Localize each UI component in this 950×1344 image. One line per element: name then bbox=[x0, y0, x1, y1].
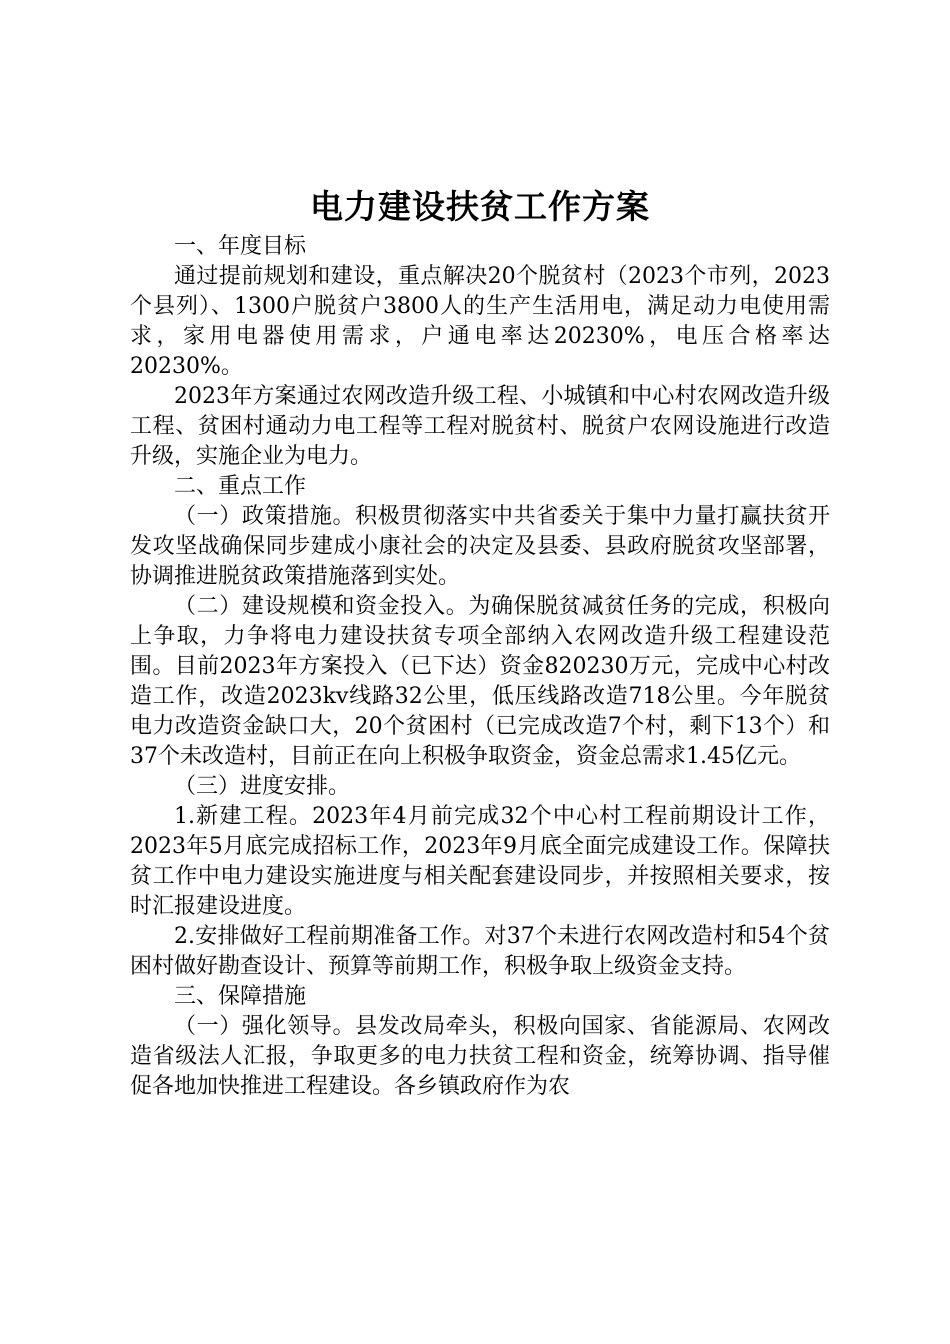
paragraph-leadership: （一）强化领导。县发改局牵头，积极向国家、省能源局、农网改造省级法人汇报，争取更多的电力扶贫工程和资金，统筹协调、指导催促各地加快推进工程建设。各乡镇政府作为农 bbox=[130, 1014, 830, 1099]
section-heading-key-work: 二、重点工作 bbox=[174, 474, 307, 499]
paragraph-scale-and-funding: （二）建设规模和资金投入。为确保脱贫减贫任务的完成，积极向上争取，力争将电力建设扶贫专项全部纳入农网改造升级工程建设范围。目前2023年方案投入（已下达）资金820230万元，完成中心村改造工作，改造2023kv线路32公里，低压线路改造718公里。今年脱贫电力改造资金缺口大，20个贫困村（已完成改造7个村，剩下13个）和37个未改造村，目前正在向上积极争取资金，资金总需求1.45亿元。 bbox=[130, 594, 830, 769]
paragraph-goals: 通过提前规划和建设，重点解决20个脱贫村（2023个市列，2023个县列）、1300户脱贫户3800人的生产生活用电，满足动力电使用需求，家用电器使用需求，户通电率达20230%，电压合格率达20230%。 bbox=[130, 264, 830, 379]
section-heading-safeguards: 三、保障措施 bbox=[174, 984, 307, 1009]
document-page bbox=[130, 182, 830, 1102]
document-title: 电力建设扶贫工作方案 bbox=[310, 187, 650, 226]
document-body bbox=[130, 232, 830, 1102]
paragraph-policy-measures: （一）政策措施。积极贯彻落实中共省委关于集中力量打赢扶贫开发攻坚战确保同步建成小康社会的决定及县委、县政府脱贫攻坚部署，协调推进脱贫政策措施落到实处。 bbox=[130, 504, 830, 589]
paragraph-2023-plan: 2023年方案通过农网改造升级工程、小城镇和中心村农网改造升级工程、贫困村通动力电工程等工程对脱贫村、脱贫户农网设施进行改造升级，实施企业为电力。 bbox=[130, 384, 830, 469]
paragraph-new-construction: 1.新建工程。2023年4月前完成32个中心村工程前期设计工作，2023年5月底完成招标工作，2023年9月底全面完成建设工作。保障扶贫工作中电力建设实施进度与相关配套建设同步，并按照相关要求，按时汇报建设进度。 bbox=[130, 804, 830, 919]
section-heading-annual-goals: 一、年度目标 bbox=[174, 234, 307, 259]
paragraph-preparation: 2.安排做好工程前期准备工作。对37个未进行农网改造村和54个贫困村做好勘查设计、预算等前期工作，积极争取上级资金支持。 bbox=[130, 924, 830, 979]
paragraph-schedule-heading: （三）进度安排。 bbox=[174, 774, 351, 799]
